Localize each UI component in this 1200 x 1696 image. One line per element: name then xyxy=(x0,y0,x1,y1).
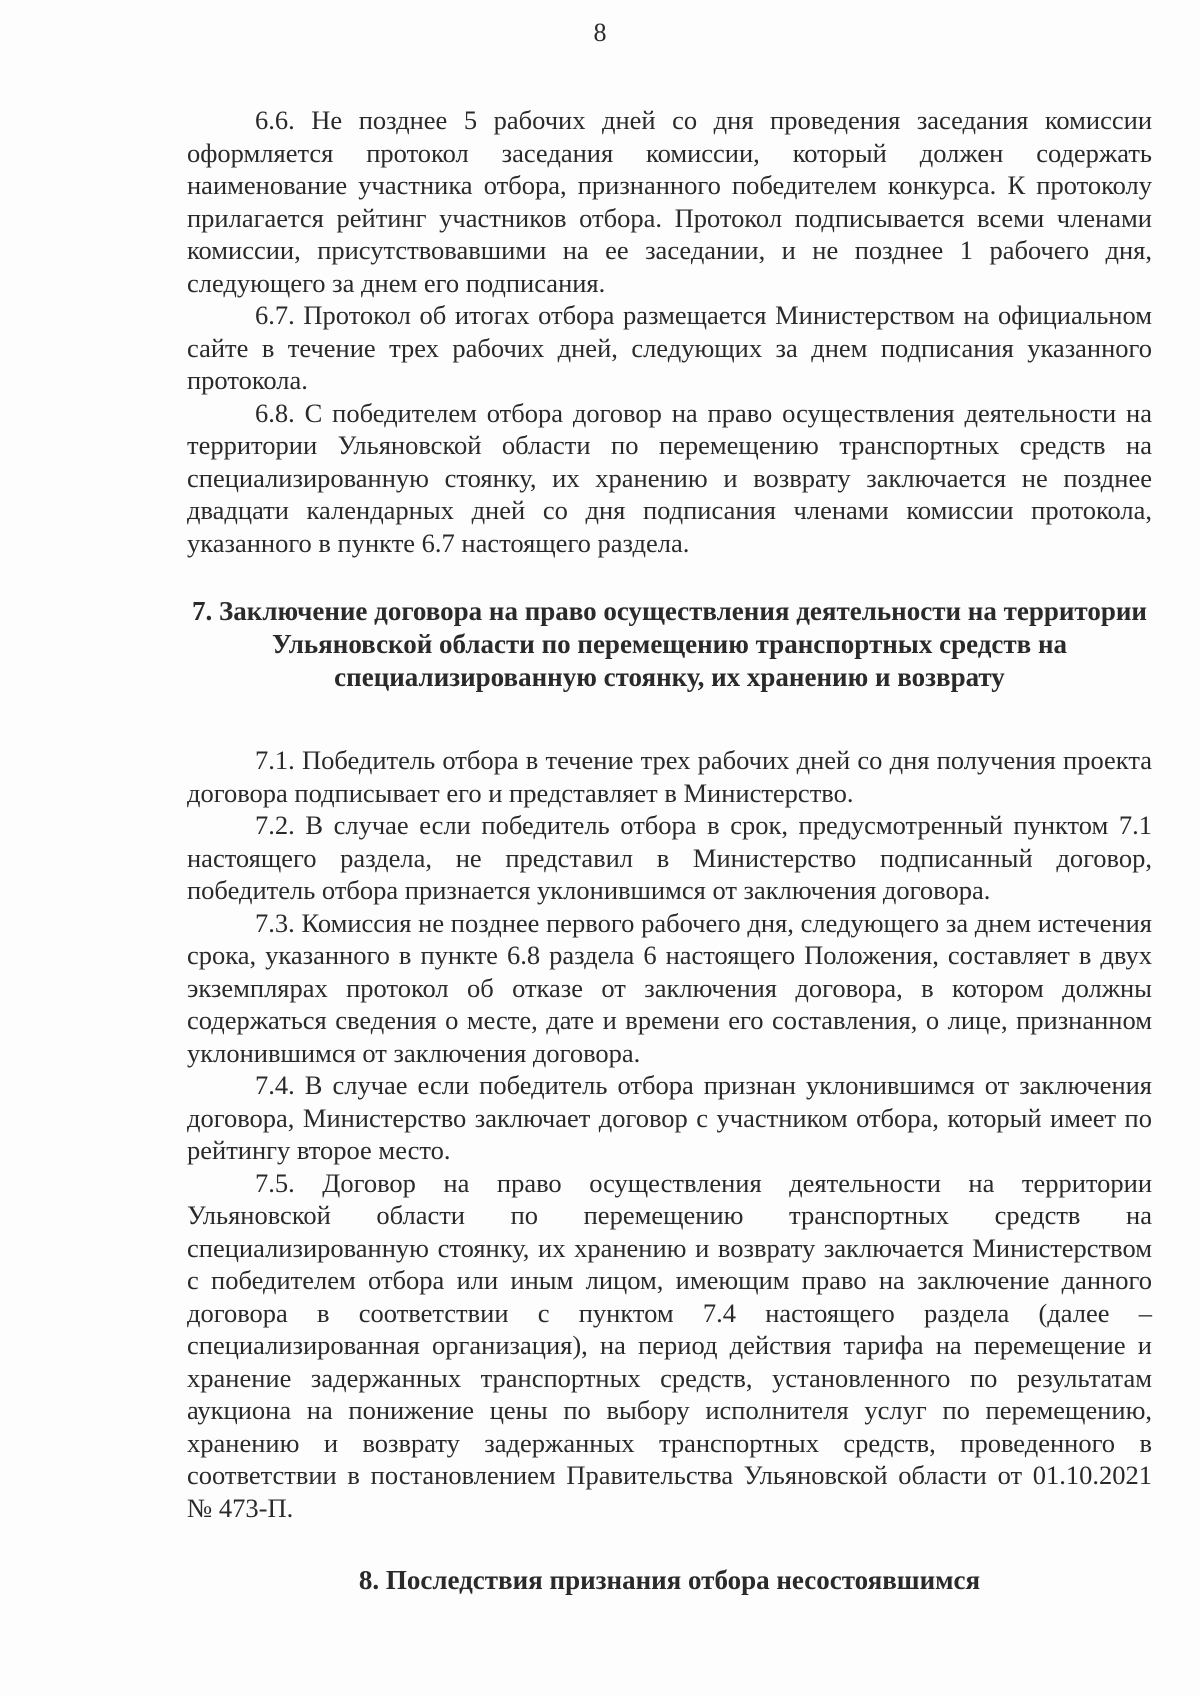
section-8-heading: 8. Последствия признания отбора несостоявшимся xyxy=(358,1565,981,1595)
paragraph-6-6: 6.6. Не позднее 5 рабочих дней со дня проведения заседания комиссии оформляется протокол заседания комиссии, который должен содержать наименование участника отбора, признанного победителем конкурса. К протоколу прилагается рейтинг участников отбора. Протокол подписывается всеми членами комиссии, присутствовавшими на ее заседании, и не позднее 1 рабочего дня, следующего за днем его подписания. xyxy=(187,105,1152,298)
document-body xyxy=(187,104,1152,1597)
paragraph-7-5: 7.5. Договор на право осуществления деятельности на территории Ульяновской области по перемещению транспортных средств на специализированную стоянку, их хранению и возврату заключается Министерством с победителем отбора или иным лицом, имеющим право на заключение данного договора в соответствии с пунктом 7.4 настоящего раздела (далее – специализированная организация), на период действия тарифа на перемещение и хранение задержанных транспортных средств, установленного по результатам аукциона на понижение цены по выбору исполнителя услуг по перемещению, хранению и возврату задержанных транспортных средств, проведенного в соответствии в постановлением Правительства Ульяновской области от 01.10.2021 № 473-П. xyxy=(187,1167,1152,1523)
paragraph-7-1: 7.1. Победитель отбора в течение трех рабочих дней со дня получения проекта договора подписывает его и представляет в Министерство. xyxy=(187,745,1152,808)
section-7-heading: 7. Заключение договора на право осуществления деятельности на территории Ульяновской области по перемещению транспортных средств на специализированную стоянку, их хранению и возврату xyxy=(192,596,1147,692)
paragraph-7-4: 7.4. В случае если победитель отбора признан уклонившимся от заключения договора, Министерство заключает договор с участником отбора, который имеет по рейтингу второе место. xyxy=(187,1070,1152,1165)
paragraph-6-7: 6.7. Протокол об итогах отбора размещается Министерством на официальном сайте в течение трех рабочих дней, следующих за днем подписания указанного протокола. xyxy=(187,300,1152,395)
paragraph-7-3: 7.3. Комиссия не позднее первого рабочего дня, следующего за днем истечения срока, указанного в пункте 6.8 раздела 6 настоящего Положения, составляет в двух экземплярах протокол об отказе от заключения договора, в котором должны содержаться сведения о месте, дате и времени его составления, о лице, признанном уклонившимся от заключения договора. xyxy=(187,907,1152,1068)
paragraph-7-2: 7.2. В случае если победитель отбора в срок, предусмотренный пунктом 7.1 настоящего раздела, не представил в Министерство подписанный договор, победитель отбора признается уклонившимся от заключения договора. xyxy=(187,810,1152,905)
paragraph-6-8: 6.8. С победителем отбора договор на право осуществления деятельности на территории Ульяновской области по перемещению транспортных средств на специализированную стоянку, их хранению и возврату заключается не позднее двадцати календарных дней со дня подписания членами комиссии протокола, указанного в пункте 6.7 настоящего раздела. xyxy=(187,397,1152,558)
page-number: 8 xyxy=(593,18,607,47)
